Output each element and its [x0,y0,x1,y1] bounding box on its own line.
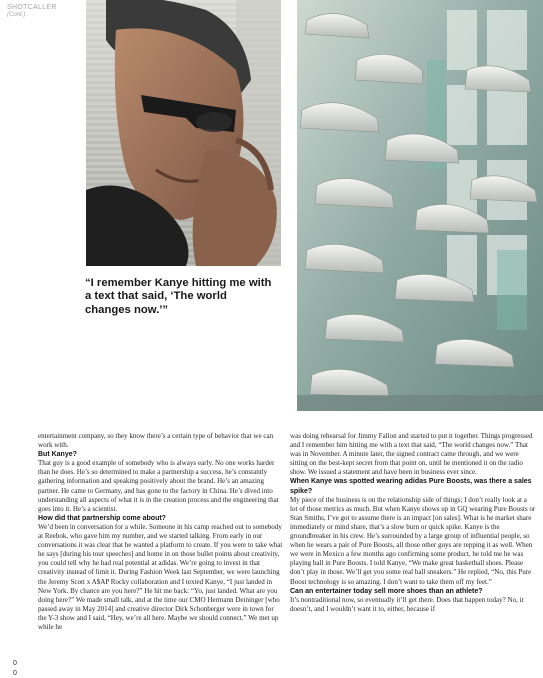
page-number-secondary: 0 [13,670,17,677]
body-paragraph: It’s nontraditional now, so eventually it’ll get there. Does that happen today? No, it doesn’t, and I wouldn’t want it to, either, because if [290,595,524,613]
article-column-left [38,432,283,678]
portrait-photo [86,0,281,266]
section-name: SHOTCALLER [7,4,57,11]
body-paragraph: was doing rehearsal for Jimmy Fallon and started to put it together. Things progressed and I remember him hitting me with a text that said, “The world changes now.” That was in November. A minute later, the signed contract came through, and we were sitting on the best-kept secret from that point on, until he mentioned it on the radio show. We issued a statement and have been in business ever since. [290,432,533,477]
interview-question: How did that partnership come about? [38,514,166,522]
interview-question: When Kanye was spotted wearing adidas Pure Boosts, was there a sales spike? [290,478,532,495]
article-column-right [290,432,536,678]
interview-question: Can an entertainer today sell more shoes than an athlete? [290,587,483,595]
pull-quote: “I remember Kanye hitting me with a text that said, ‘The world changes now.’” [85,277,272,316]
body-paragraph: entertainment company, so they know there’s a certain type of behavior that we can work with. [38,432,274,450]
body-paragraph: My piece of the business is on the relationship side of things; I don’t really look at a lot of those metrics as much. But when Kanye shows up in GQ wearing Pure Boosts or Stan Smiths, I’ve got to assume there is an impact [on sales]. What is he market share immediately or mind share, that’s a slow burn or quick spike. Kanye is the groundbreaker in his crew. He’s surrounded by a large group of influential people, so when he wears a pair of Pure Boosts, all those other guys are repping it as well. When we were in Mexico a few months ago confirming some product, he told me he was playing ball in Pure Boosts. I told Kanye, “We make great basketball shoes. Please don’t play in those. We’ll get you some real ball sneakers.” He replied, “No, this Pure Boost technology is so amazing. I don’t want to take them off my feet.” [290,495,536,586]
interview-question: But Kanye? [38,451,77,459]
body-paragraph: We’d been in conversation for a while. Someone in his camp reached out to somebody at Reebok, who gave him my number, and we started talking. From early in our conversations it was clear that he wanted a platform to create. If you were to take what he says [during his tour speeches] and home in on those bullet points about creativity, you could tell why he had real potential at adidas. We’re going to invest in that creativity instead of limit it. During Fashion Week last September, we were launching the Jeremy Scott x A$AP Rocky collaboration and I texted Kanye, “I just landed in New York. By chance are you here?” He hit me back: “Yo, just landed. What are you doing here?” We made small talk, and at the time our CMO Hermann Deininger [who passed away in May 2014] and creative director Dirk Schonberger were in town for the Y-3 show and I said, “Hey, we’re all here. Maybe we should connect.” We met up while he [38,522,283,631]
sneaker-wall-photo [297,0,543,411]
section-header [7,4,57,18]
continued-label: (Cont.) [7,12,26,18]
body-paragraph: That guy is a good example of somebody who is always early. No one works harder than he does. He’s so determined to make a partnership a success, he’s constantly gathering information and speaking positively about the brand. He’s an amazing partner. He came to Germany, and has gone to the factory in China. He’s dived into understanding all aspects of what it is in the creation process and the engineering that goes into it. He’s a scientist. [38,459,279,513]
page-number: 0 [13,660,17,667]
